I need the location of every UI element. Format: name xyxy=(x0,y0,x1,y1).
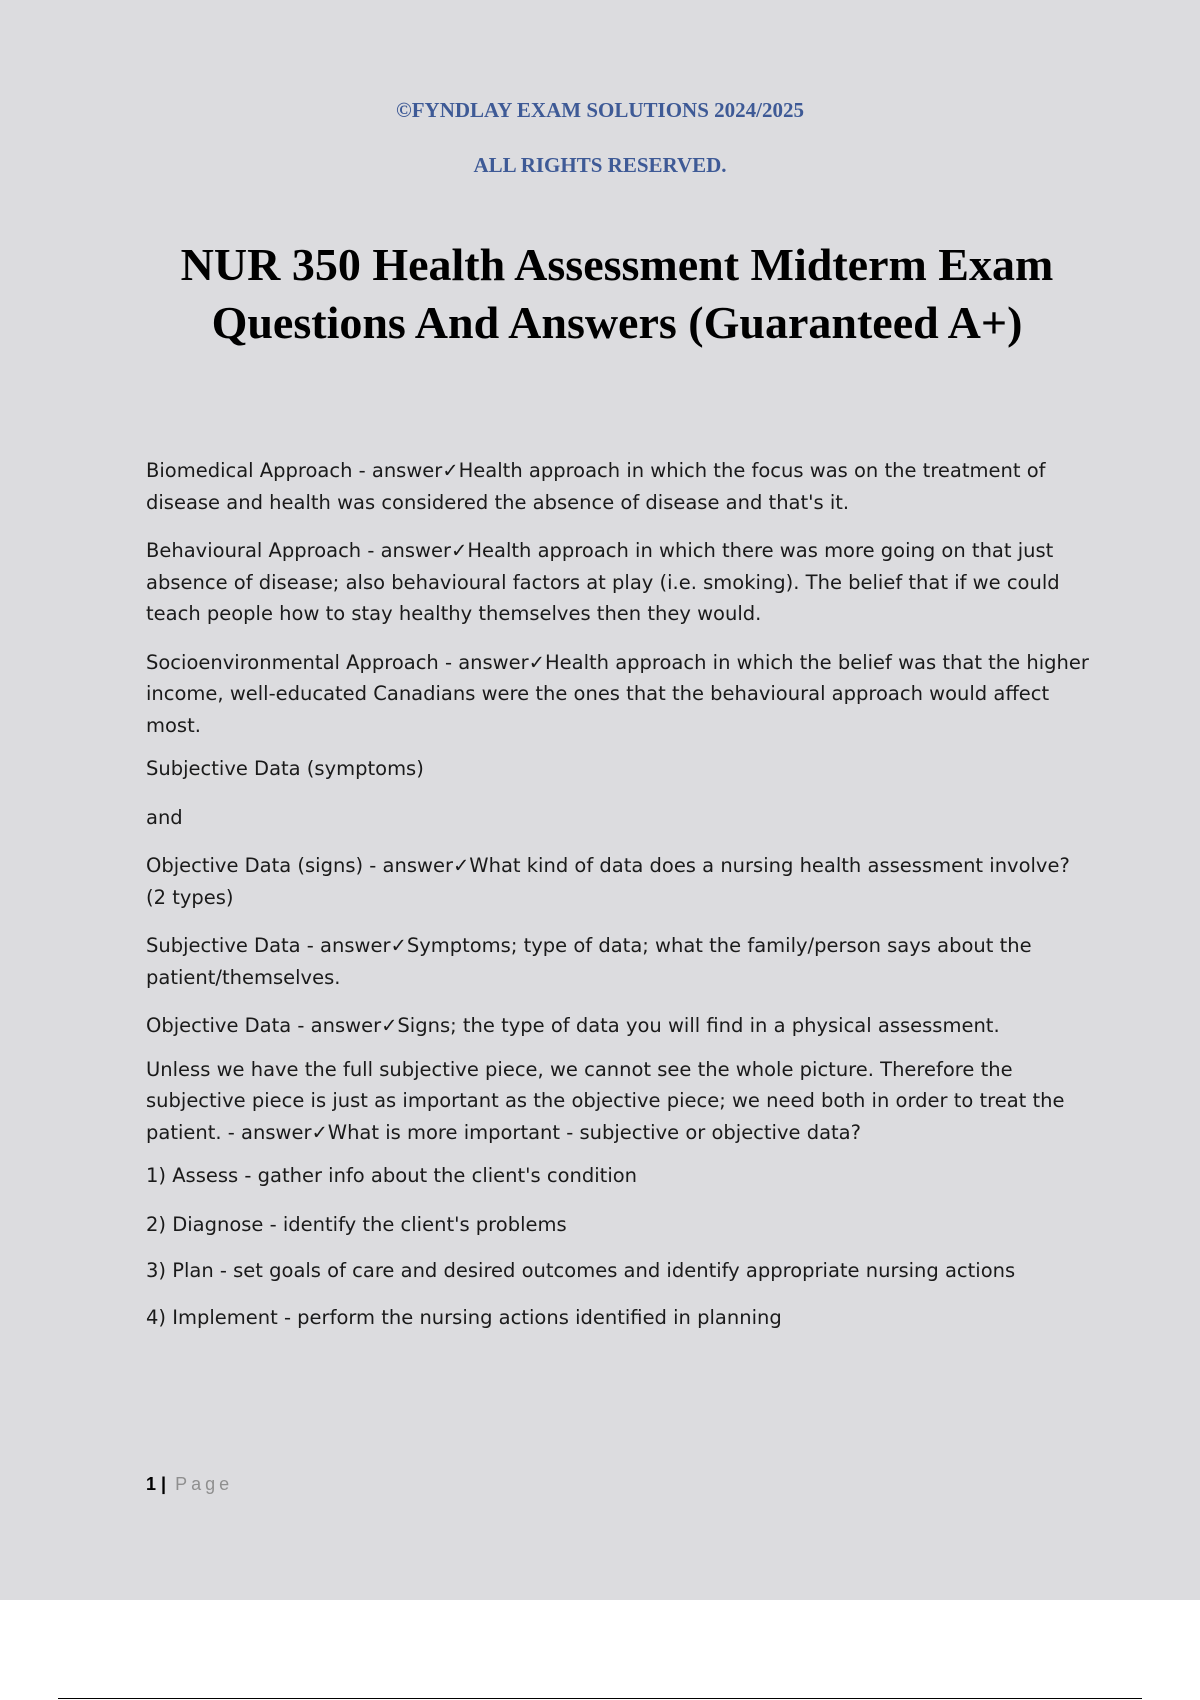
next-page-divider xyxy=(58,1698,1142,1699)
page-number: 1 xyxy=(146,1474,157,1494)
page-separator: | xyxy=(161,1474,167,1494)
qa-paragraph: Behavioural Approach - answer✓Health approach in which there was more going on that just absence of disease; also behavioural factors at play (i.e. smoking). The belief that if we could teach people how to stay healthy themselves then they would. xyxy=(146,539,1060,625)
qa-paragraph: Socioenvironmental Approach - answer✓Health approach in which the belief was that the higher income, well-educated Canadians were the ones that the behavioural approach would affect most. xyxy=(146,650,1089,737)
process-step: 2) Diagnose - identify the client's problems xyxy=(146,1212,567,1236)
process-step: 4) Implement - perform the nursing actions identified in planning xyxy=(146,1305,782,1329)
rights-header: ALL RIGHTS RESERVED. xyxy=(473,153,727,177)
document-body xyxy=(146,455,1091,1350)
qa-paragraph: Objective Data - answer✓Signs; the type of data you will find in a physical assessment. xyxy=(146,1014,1000,1037)
qa-paragraph: and xyxy=(146,805,183,829)
page-footer xyxy=(146,1474,233,1495)
qa-paragraph: Biomedical Approach - answer✓Health approach in which the focus was on the treatment of disease and health was considered the absence of disease and that's it. xyxy=(146,459,1046,514)
qa-paragraph: Subjective Data - answer✓Symptoms; type of data; what the family/person says about the patient/themselves. xyxy=(146,934,1032,989)
document-title xyxy=(100,236,1134,352)
title-line-1: NUR 350 Health Assessment Midterm Exam xyxy=(180,239,1054,290)
process-step: 1) Assess - gather info about the client's condition xyxy=(146,1164,638,1187)
process-step: 3) Plan - set goals of care and desired outcomes and identify appropriate nursing actions xyxy=(146,1259,1016,1282)
title-line-2: Questions And Answers (Guaranteed A+) xyxy=(211,297,1023,348)
qa-paragraph: Unless we have the full subjective piece, we cannot see the whole picture. Therefore the subjective piece is just as important as the objective piece; we need both in order to treat the patient. - answer✓What is more important - subjective or objective data? xyxy=(146,1057,1065,1144)
page-label: Page xyxy=(175,1474,234,1494)
qa-paragraph: Subjective Data (symptoms) xyxy=(146,757,424,780)
copyright-header: ©FYNDLAY EXAM SOLUTIONS 2024/2025 xyxy=(396,98,804,122)
qa-paragraph: Objective Data (signs) - answer✓What kind of data does a nursing health assessment involve? (2 types) xyxy=(146,854,1070,909)
